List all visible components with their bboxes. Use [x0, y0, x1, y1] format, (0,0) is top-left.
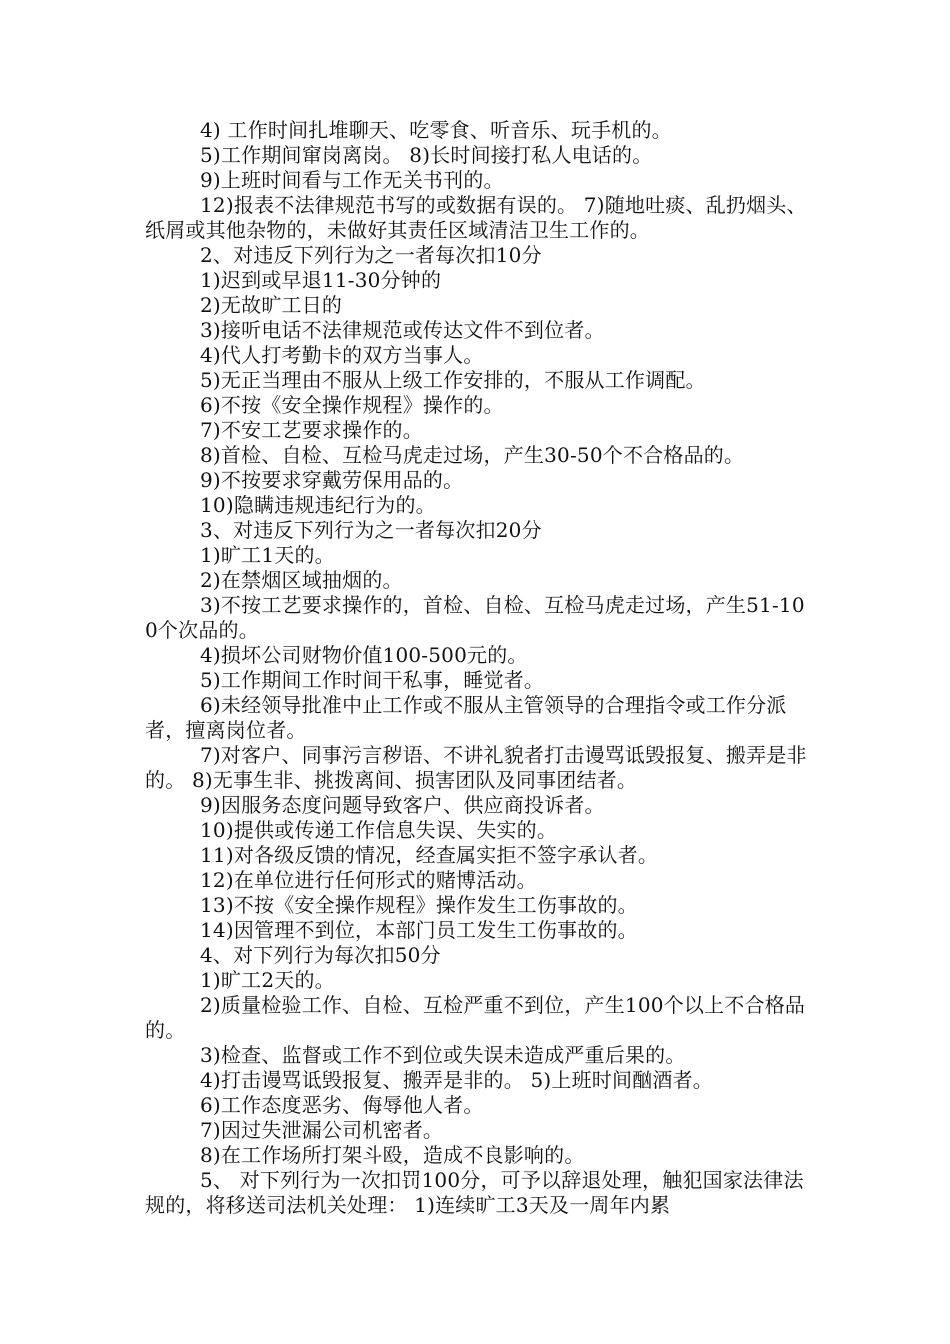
paragraph: 6)不按《安全操作规程》操作的。 [200, 393, 504, 417]
paragraph: 9)因服务态度问题导致客户、供应商投诉者。 [200, 793, 605, 817]
paragraph: 5)无正当理由不服从上级工作安排的，不服从工作调配。 [200, 368, 706, 392]
paragraph: 2)无故旷工日的 [200, 293, 343, 317]
paragraph: 12)在单位进行任何形式的赌博活动。 [200, 868, 537, 892]
section-heading: 4、对下列行为每次扣50分 [200, 943, 441, 967]
paragraph: 13)不按《安全操作规程》操作发生工伤事故的。 [200, 893, 638, 917]
section-heading: 3、对违反下列行为之一者每次扣20分 [200, 518, 542, 542]
section-heading: 2、对违反下列行为之一者每次扣10分 [200, 243, 542, 267]
paragraph: 6)工作态度恶劣、侮辱他人者。 [200, 1093, 484, 1117]
paragraph: 2)质量检验工作、自检、互检严重不到位，产生100个以上不合格品的。 [145, 993, 806, 1042]
paragraph: 6)未经领导批准中止工作或不服从主管领导的合理指令或工作分派者，擅离岗位者。 [145, 693, 787, 742]
paragraph: 5)工作期间窜岗离岗。 8)长时间接打私人电话的。 [200, 143, 653, 167]
paragraph: 2)在禁烟区域抽烟的。 [200, 568, 403, 592]
paragraph: 10)隐瞒违规违纪行为的。 [200, 493, 436, 517]
paragraph: 4)损坏公司财物价值100-500元的。 [200, 643, 528, 667]
paragraph: 1)迟到或早退11-30分钟的 [200, 268, 442, 292]
paragraph: 7)因过失泄漏公司机密者。 [200, 1118, 444, 1142]
paragraph: 8)首检、自检、互检马虎走过场，产生30-50个不合格品的。 [200, 443, 745, 467]
paragraph: 10)提供或传递工作信息失误、失实的。 [200, 818, 558, 842]
paragraph: 4)打击谩骂诋毁报复、搬弄是非的。 5)上班时间酗酒者。 [200, 1068, 714, 1092]
section-heading: 5、 对下列行为一次扣罚100分，可予以辞退处理，触犯国家法律法规的，将移送司法机关处理： 1)连续旷工3天及一周年内累 [145, 1168, 804, 1217]
paragraph: 1)旷工1天的。 [200, 543, 335, 567]
paragraph: 12)报表不法律规范书写的或数据有误的。 7)随地吐痰、乱扔烟头、纸屑或其他杂物的，未做好其责任区域清洁卫生工作的。 [145, 193, 807, 242]
paragraph: 7)对客户、同事污言秽语、不讲礼貌者打击谩骂诋毁报复、搬弄是非的。 8)无事生非、挑拨离间、损害团队及同事团结者。 [145, 743, 807, 792]
paragraph: 3)接听电话不法律规范或传达文件不到位者。 [200, 318, 605, 342]
paragraph: 5)工作期间工作时间干私事，睡觉者。 [200, 668, 545, 692]
paragraph: 9)不按要求穿戴劳保用品的。 [200, 468, 464, 492]
paragraph: 3)检查、监督或工作不到位或失误未造成严重后果的。 [200, 1043, 686, 1067]
paragraph: 3)不按工艺要求操作的，首检、自检、互检马虎走过场，产生51-100个次品的。 [145, 593, 805, 642]
paragraph: 8)在工作场所打架斗殴，造成不良影响的。 [200, 1143, 585, 1167]
paragraph: 11)对各级反馈的情况，经查属实拒不签字承认者。 [200, 843, 659, 867]
document-body [145, 118, 810, 1218]
paragraph: 14)因管理不到位，本部门员工发生工伤事故的。 [200, 918, 638, 942]
paragraph: 9)上班时间看与工作无关书刊的。 [200, 168, 504, 192]
paragraph: 4) 工作时间扎堆聊天、吃零食、听音乐、玩手机的。 [200, 118, 672, 142]
paragraph: 1)旷工2天的。 [200, 968, 335, 992]
paragraph: 7)不安工艺要求操作的。 [200, 418, 423, 442]
paragraph: 4)代人打考勤卡的双方当事人。 [200, 343, 484, 367]
